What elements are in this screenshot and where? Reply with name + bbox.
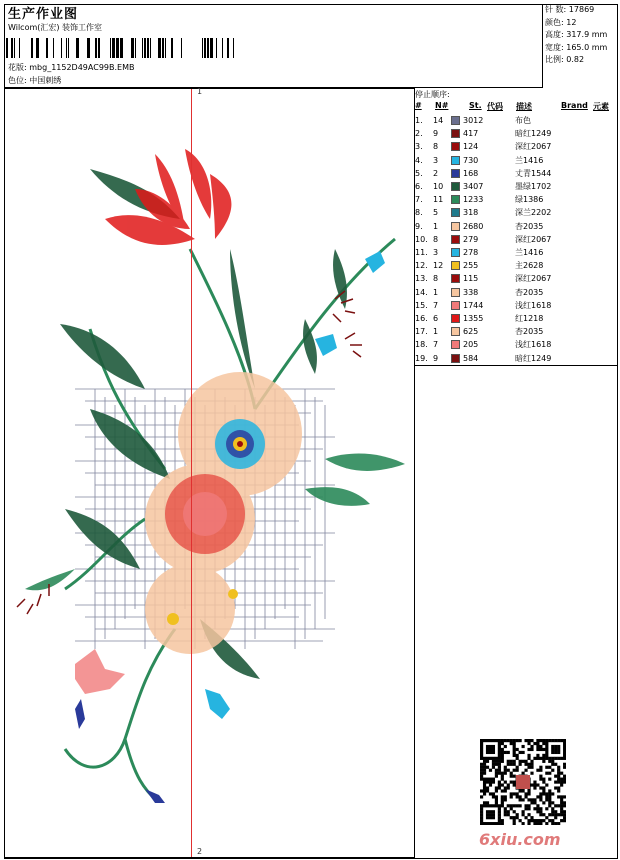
color-description: 深兰2202 bbox=[515, 208, 552, 218]
needle-number: 2 bbox=[433, 168, 439, 178]
color-swatch bbox=[451, 208, 460, 217]
color-stop-row bbox=[415, 272, 618, 285]
color-stop-row bbox=[415, 206, 618, 219]
color-swatch bbox=[451, 156, 460, 165]
blue-star-flower bbox=[215, 419, 265, 469]
embroidery-design bbox=[5, 89, 415, 858]
color-code: 338 bbox=[463, 287, 479, 297]
color-description: 暗红1249 bbox=[515, 353, 552, 363]
needle-number: 3 bbox=[433, 155, 439, 165]
center-guide-line bbox=[191, 89, 192, 857]
needle-number: 1 bbox=[433, 327, 439, 337]
color-description: 浅红1618 bbox=[515, 300, 552, 310]
stop-number: 10. bbox=[415, 234, 428, 244]
needle-number: 7 bbox=[433, 300, 439, 310]
color-code: 115 bbox=[463, 274, 479, 284]
needle-number: 8 bbox=[433, 274, 439, 284]
stat-colors: 颜色: 12 bbox=[545, 17, 577, 27]
stop-number: 5. bbox=[415, 168, 423, 178]
color-code: 625 bbox=[463, 327, 479, 337]
color-swatch bbox=[451, 195, 460, 204]
design-canvas bbox=[4, 88, 415, 858]
color-description: 兰1416 bbox=[515, 155, 544, 165]
stop-number: 13. bbox=[415, 274, 428, 284]
page-title: 生产作业图 bbox=[8, 7, 79, 22]
color-swatch bbox=[451, 116, 460, 125]
needle-number: 7 bbox=[433, 340, 439, 350]
color-code: 205 bbox=[463, 340, 479, 350]
color-stop-row bbox=[415, 127, 618, 140]
stop-number: 3. bbox=[415, 142, 423, 152]
needle-number: 14 bbox=[433, 116, 444, 125]
color-code: 584 bbox=[463, 353, 479, 363]
col-num: # bbox=[415, 101, 422, 110]
color-description: 兰1416 bbox=[515, 248, 544, 257]
colorway-value: 中国刺绣 bbox=[29, 76, 62, 85]
col-element: 元素 bbox=[593, 102, 609, 111]
color-description: 杏2035 bbox=[515, 287, 544, 297]
start-marker: 1 bbox=[197, 87, 203, 96]
color-stop-row bbox=[415, 259, 618, 272]
color-code: 2680 bbox=[463, 221, 484, 231]
color-code: 168 bbox=[463, 168, 479, 178]
needle-number: 8 bbox=[433, 234, 439, 244]
color-description: 丈青1544 bbox=[515, 168, 552, 178]
color-code: 730 bbox=[463, 155, 479, 165]
color-code: 1355 bbox=[463, 314, 484, 323]
color-description: 杏2035 bbox=[515, 221, 544, 231]
color-description: 墨绿1702 bbox=[515, 182, 552, 191]
stop-number: 7. bbox=[415, 195, 423, 205]
color-swatch bbox=[451, 274, 460, 283]
color-code: 3407 bbox=[463, 182, 484, 191]
color-code: 255 bbox=[463, 261, 479, 271]
color-stop-row bbox=[415, 154, 618, 167]
needle-number: 9 bbox=[433, 353, 439, 363]
stop-sequence-title: 停止顺序: bbox=[415, 90, 450, 99]
color-stop-row bbox=[415, 352, 618, 365]
stop-number: 12. bbox=[415, 261, 428, 271]
end-marker: 2 bbox=[197, 847, 203, 856]
stat-height: 高度: 317.9 mm bbox=[545, 30, 608, 40]
color-code: 318 bbox=[463, 208, 479, 218]
color-code: 279 bbox=[463, 234, 479, 244]
color-code: 3012 bbox=[463, 116, 484, 125]
stop-number: 14. bbox=[415, 287, 428, 297]
color-description: 主2628 bbox=[515, 261, 544, 271]
needle-number: 1 bbox=[433, 221, 439, 231]
color-code: 278 bbox=[463, 248, 479, 257]
stop-number: 17. bbox=[415, 327, 428, 337]
color-stop-row bbox=[415, 312, 618, 325]
color-swatch bbox=[451, 354, 460, 363]
color-description: 绿1386 bbox=[515, 195, 544, 205]
color-code: 1233 bbox=[463, 195, 484, 205]
color-description: 布色 bbox=[515, 116, 531, 125]
color-stop-row bbox=[415, 286, 618, 299]
color-swatch bbox=[451, 327, 460, 336]
watermark: 6xiu.com bbox=[479, 830, 561, 849]
stop-number: 16. bbox=[415, 314, 428, 323]
color-code: 1744 bbox=[463, 300, 484, 310]
pattern-label: 花版: bbox=[8, 63, 27, 72]
color-description: 深红2067 bbox=[515, 142, 552, 152]
stats-panel bbox=[542, 4, 620, 88]
color-swatch bbox=[451, 222, 460, 231]
needle-number: 1 bbox=[433, 287, 439, 297]
color-stop-row bbox=[415, 193, 618, 206]
color-description: 深红2067 bbox=[515, 274, 552, 284]
color-stop-legend bbox=[415, 88, 618, 366]
stop-number: 2. bbox=[415, 129, 423, 139]
color-description: 红1218 bbox=[515, 314, 544, 323]
needle-number: 9 bbox=[433, 129, 439, 139]
pattern-file: mbg_1152D49AC99B.EMB bbox=[29, 63, 135, 72]
studio-name: Wilcom(汇宏) 装饰工作室 bbox=[8, 23, 103, 32]
pattern-line bbox=[8, 62, 134, 73]
needle-number: 6 bbox=[433, 314, 439, 323]
stop-number: 4. bbox=[415, 155, 423, 165]
color-stop-row bbox=[415, 338, 618, 351]
color-stop-row bbox=[415, 325, 618, 338]
colorway-line bbox=[8, 75, 61, 86]
stop-number: 6. bbox=[415, 182, 423, 191]
stop-number: 19. bbox=[415, 353, 428, 363]
color-swatch bbox=[451, 261, 460, 270]
color-stop-row bbox=[415, 180, 618, 193]
color-swatch bbox=[451, 129, 460, 138]
color-stop-row bbox=[415, 114, 618, 127]
stop-number: 15. bbox=[415, 300, 428, 310]
needle-number: 3 bbox=[433, 248, 439, 257]
col-code: 代码 bbox=[487, 102, 503, 111]
color-stop-row bbox=[415, 246, 618, 259]
color-stop-row bbox=[415, 220, 618, 233]
col-brand: Brand bbox=[561, 101, 588, 110]
stop-number: 9. bbox=[415, 221, 423, 231]
color-swatch bbox=[451, 314, 460, 323]
color-stop-row bbox=[415, 140, 618, 153]
needle-number: 10 bbox=[433, 182, 444, 191]
color-stop-row bbox=[415, 233, 618, 246]
needle-number: 5 bbox=[433, 208, 439, 218]
needle-number: 12 bbox=[433, 261, 444, 271]
stat-width: 宽度: 165.0 mm bbox=[545, 42, 608, 52]
stop-number: 18. bbox=[415, 340, 428, 350]
colorway-label: 色位: bbox=[8, 76, 27, 85]
color-description: 深红2067 bbox=[515, 234, 552, 244]
color-swatch bbox=[451, 301, 460, 310]
col-desc: 描述 bbox=[516, 102, 532, 111]
col-needle: N# bbox=[435, 101, 449, 110]
barcode bbox=[6, 38, 234, 58]
color-swatch bbox=[451, 169, 460, 178]
color-code: 124 bbox=[463, 142, 479, 152]
color-swatch bbox=[451, 340, 460, 349]
col-st: St. bbox=[469, 101, 482, 110]
color-swatch bbox=[451, 248, 460, 257]
color-swatch bbox=[451, 288, 460, 297]
qr-code bbox=[480, 739, 566, 825]
color-swatch bbox=[451, 235, 460, 244]
stat-stitches: 针 数: 17869 bbox=[545, 5, 595, 14]
color-stop-row bbox=[415, 299, 618, 312]
color-description: 浅红1618 bbox=[515, 340, 552, 350]
stop-number: 11. bbox=[415, 248, 428, 257]
needle-number: 8 bbox=[433, 142, 439, 152]
color-description: 杏2035 bbox=[515, 327, 544, 337]
needle-number: 11 bbox=[433, 195, 444, 205]
color-description: 暗红1249 bbox=[515, 129, 552, 139]
color-code: 417 bbox=[463, 129, 479, 139]
stop-number: 8. bbox=[415, 208, 423, 218]
stop-number: 1. bbox=[415, 116, 423, 125]
color-swatch bbox=[451, 182, 460, 191]
stat-scale: 比例: 0.82 bbox=[545, 55, 585, 65]
color-swatch bbox=[451, 142, 460, 151]
color-stop-row bbox=[415, 167, 618, 180]
